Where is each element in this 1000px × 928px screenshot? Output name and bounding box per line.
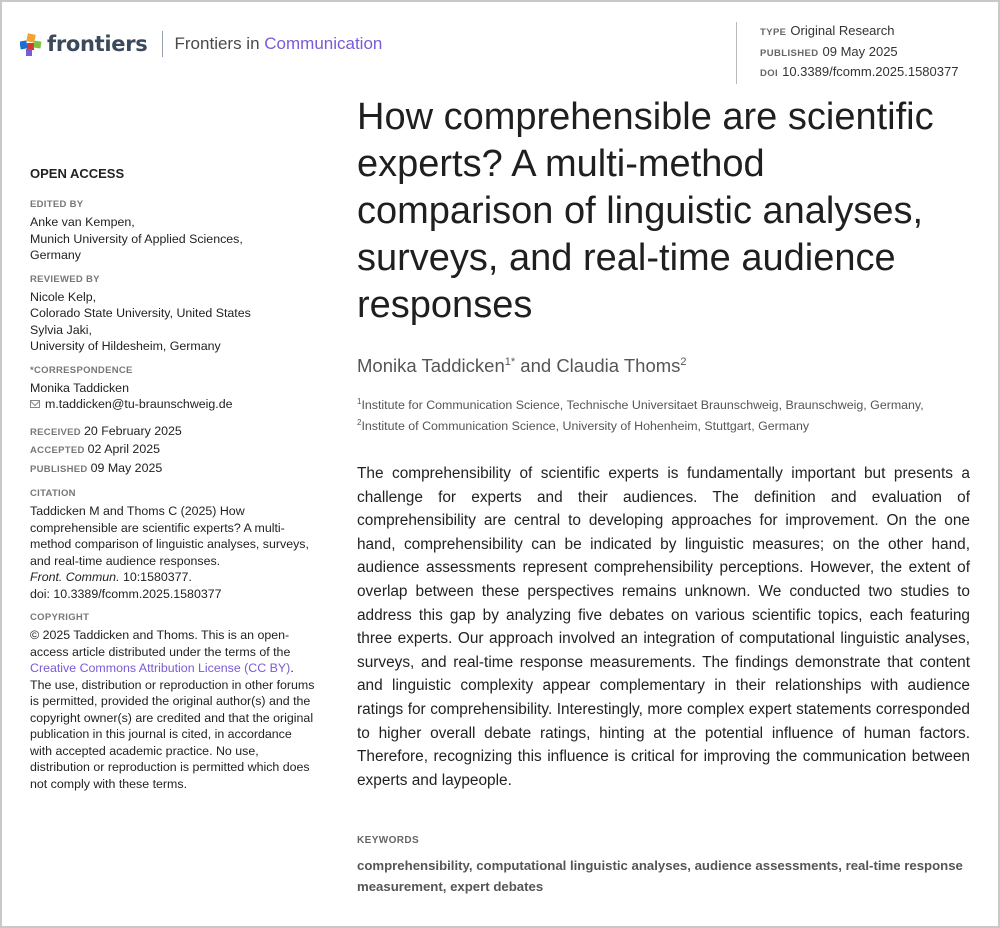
sidebar xyxy=(30,166,315,802)
author-joiner: and xyxy=(515,355,557,376)
reviewed-by-line: University of Hildesheim, Germany xyxy=(30,339,221,353)
author-sup: 2 xyxy=(680,355,687,368)
reviewed-by-section xyxy=(30,274,315,355)
edited-by-label: EDITED BY xyxy=(30,199,84,210)
correspondence-section xyxy=(30,365,315,413)
copyright-after: . The use, distribution or reproduction in other forums is permitted, provided the original author(s) and the copyright owner(s) are credited and that the original publication in this journal is cited, in accordance with accepted academic practice. No use, distribution or reproduction is permitted which does not comply with these terms. xyxy=(30,661,315,791)
meta-type-key: TYPE xyxy=(760,27,787,38)
abstract: The comprehensibility of scientific experts is fundamentally important but presents a challenge for experts and their audiences. The definition and evaluation of comprehensibility are central to developing approaches for improvement. On the one hand, comprehensibility can be indicated by linguistic measures; on the other hand, audience assessments represent comprehensibility perceptions. However, the extent of overlap between these perspectives remains unknown. We conducted two studies to address this gap by analyzing five debates on various scientific topics, each featuring three experts. Our approach involved an integration of computational linguistic analyses, surveys, and real-time response measurements. The findings demonstrate that content and linguistic complexity appear complementary in their relationships with audience ratings for comprehensibility. Interestingly, more complex expert statements corresponded to higher overall debate ratings, hinting at the potential influence of human factors. Therefore, recognizing this influence is critical for improving the communication between experts and laypeople. xyxy=(357,465,970,789)
date-value: 09 May 2025 xyxy=(90,460,163,475)
published-date xyxy=(30,460,315,479)
frontiers-logo[interactable] xyxy=(20,31,382,57)
affiliation-sup: 1 xyxy=(357,397,362,406)
meta-doi[interactable] xyxy=(760,63,958,84)
reviewed-by-label: REVIEWED BY xyxy=(30,273,100,285)
meta-published-key: PUBLISHED xyxy=(760,47,819,59)
copyright-section xyxy=(30,612,315,792)
meta-type xyxy=(760,22,958,43)
logo-wordmark: frontiers xyxy=(47,32,148,56)
header-divider xyxy=(162,31,163,57)
affiliation-sup: 2 xyxy=(357,418,362,428)
citation-journal-line xyxy=(30,569,315,586)
meta-published-value: 09 May 2025 xyxy=(822,43,898,59)
citation-volume: 10:1580377. xyxy=(119,570,192,584)
reviewed-by-line: Nicole Kelp, xyxy=(30,289,97,304)
date-key: PUBLISHED xyxy=(30,463,88,475)
copyright-label: COPYRIGHT xyxy=(30,612,90,623)
citation-text: Taddicken M and Thoms C (2025) How comprehensible are scientific experts? A multi-method comparison of linguistic analyses, surveys, and real-time audience responses. xyxy=(30,504,309,568)
journal-accent: Communication xyxy=(264,34,383,53)
mail-icon xyxy=(30,400,40,408)
dates-section xyxy=(30,423,315,479)
meta-doi-key: DOI xyxy=(760,68,779,79)
journal-name xyxy=(175,34,383,54)
affiliations xyxy=(357,393,957,435)
affiliation-text: Institute for Communication Science, Technische Universitaet Braunschweig, Braunschweig, Germany, xyxy=(361,398,924,413)
author-name[interactable]: Claudia Thoms xyxy=(556,355,681,376)
author-list xyxy=(357,355,687,377)
edited-by-section xyxy=(30,199,315,264)
correspondence-email-row[interactable] xyxy=(30,396,315,413)
reviewed-by-line: Sylvia Jaki, xyxy=(30,322,92,337)
citation-journal: Front. Commun. xyxy=(30,570,120,584)
citation-section xyxy=(30,488,315,602)
date-key: ACCEPTED xyxy=(30,445,85,456)
citation-label: CITATION xyxy=(30,488,76,499)
date-value: 20 February 2025 xyxy=(83,423,182,438)
copyright-before: © 2025 Taddicken and Thoms. This is an open-access article distributed under the terms of the xyxy=(30,628,291,659)
journal-prefix: Frontiers in xyxy=(174,34,265,53)
correspondence-label: *CORRESPONDENCE xyxy=(30,364,133,376)
meta-doi-value[interactable]: 10.3389/fcomm.2025.1580377 xyxy=(782,64,959,79)
affiliation-text: Institute of Communication Science, University of Hohenheim, Stuttgart, Germany xyxy=(361,419,810,434)
meta-type-value: Original Research xyxy=(790,23,895,38)
correspondence-email[interactable]: m.taddicken@tu-braunschweig.de xyxy=(45,397,233,411)
article-title: How comprehensible are scientific experts? A multi-method comparison of linguistic analyses, surveys, and real-time audience responses xyxy=(357,96,934,326)
author-name[interactable]: Monika Taddicken xyxy=(357,355,505,376)
cc-by-license-link[interactable]: Creative Commons Attribution License (CC BY) xyxy=(30,661,291,675)
open-access-label: OPEN ACCESS xyxy=(30,166,125,181)
author-sup: 1* xyxy=(504,355,516,368)
keywords: comprehensibility, computational linguistic analyses, audience assessments, real-time response measurement, expert debates xyxy=(357,858,963,894)
accepted-date xyxy=(30,441,315,460)
citation-doi[interactable]: doi: 10.3389/fcomm.2025.1580377 xyxy=(30,586,222,601)
article-meta xyxy=(736,22,958,84)
edited-by-line: Germany xyxy=(30,248,81,262)
date-key: RECEIVED xyxy=(30,426,81,438)
received-date xyxy=(30,423,315,442)
meta-published xyxy=(760,43,958,64)
reviewed-by-line: Colorado State University, United States xyxy=(30,306,251,320)
frontiers-logo-icon xyxy=(20,32,42,56)
correspondence-name: Monika Taddicken xyxy=(30,380,129,395)
edited-by-line: Anke van Kempen, xyxy=(30,215,135,229)
date-value: 02 April 2025 xyxy=(87,442,160,456)
copyright-text xyxy=(30,627,315,792)
edited-by-line: Munich University of Applied Sciences, xyxy=(30,231,243,246)
keywords-label: KEYWORDS xyxy=(357,835,420,846)
